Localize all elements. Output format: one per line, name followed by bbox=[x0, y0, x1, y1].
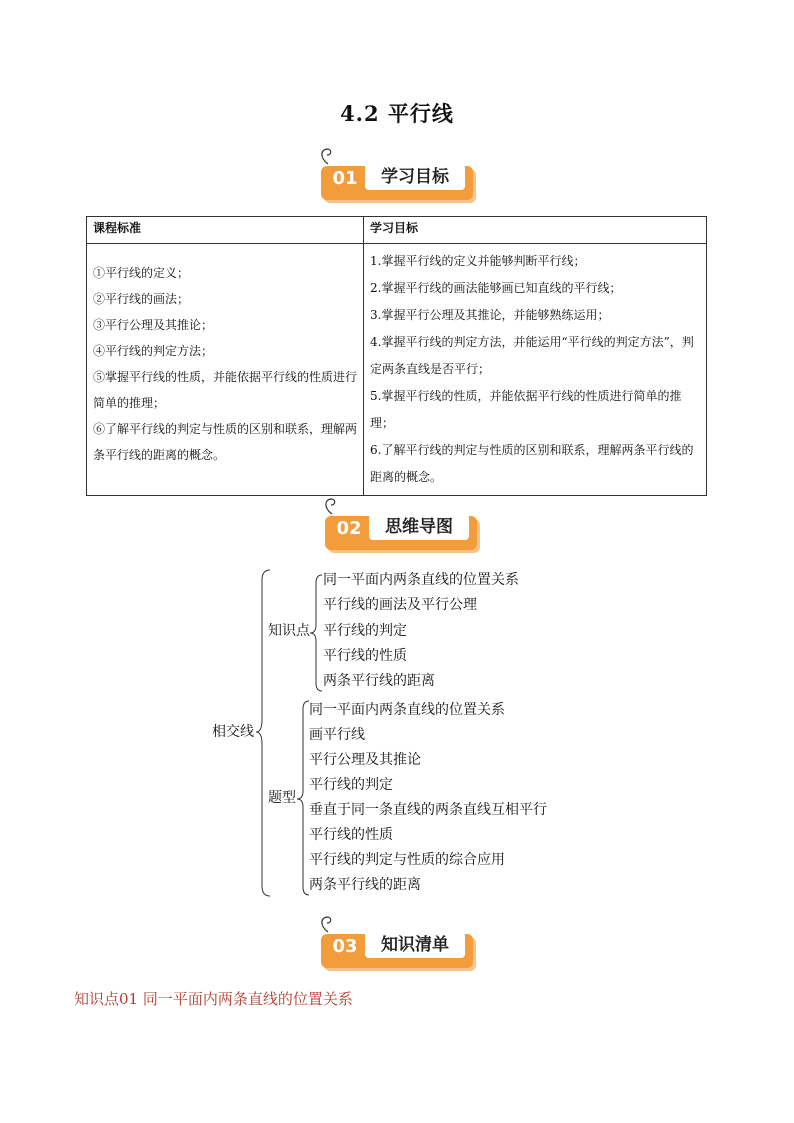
curl-ornament-icon bbox=[318, 914, 338, 934]
curl-ornament-icon bbox=[322, 496, 342, 516]
mindmap-root: 相交线 bbox=[212, 724, 254, 740]
standards-cell bbox=[87, 244, 364, 496]
question-item: 两条平行线的距离 bbox=[309, 877, 421, 893]
standard-item: ①平行线的定义； bbox=[93, 266, 190, 280]
mindmap-questions-label: 题型 bbox=[268, 790, 296, 806]
question-item: 平行线的判定与性质的综合应用 bbox=[309, 852, 505, 868]
standard-item: ⑥了解平行线的判定与性质的区别和联系，理解两条平行线的距离的概念。 bbox=[93, 422, 358, 462]
standard-item: ③平行公理及其推论； bbox=[93, 318, 214, 332]
section-number: 03 bbox=[332, 936, 358, 957]
objectives-cell bbox=[364, 244, 707, 496]
page-title: 4.2 平行线 bbox=[340, 101, 454, 126]
section-label: 学习目标 bbox=[365, 164, 465, 190]
section-label: 知识清单 bbox=[365, 932, 465, 958]
knowledge-item: 平行线的性质 bbox=[323, 648, 407, 664]
section-banner-mindmap bbox=[325, 510, 485, 548]
root-brace bbox=[256, 568, 276, 900]
knowledge-point-heading: 知识点01 同一平面内两条直线的位置关系 bbox=[74, 990, 353, 1008]
section-label: 思维导图 bbox=[369, 514, 469, 540]
section-banner-objectives bbox=[321, 160, 481, 198]
objective-item: 2.掌握平行线的画法能够画已知直线的平行线； bbox=[370, 281, 622, 295]
objective-item: 5.掌握平行线的性质，并能依据平行线的性质进行简单的推理； bbox=[370, 389, 682, 430]
standard-item: ④平行线的判定方法； bbox=[93, 344, 214, 358]
standards-table bbox=[86, 216, 707, 496]
section-number: 01 bbox=[332, 168, 358, 189]
table-header-objectives: 学习目标 bbox=[364, 217, 707, 244]
mindmap-knowledge-label: 知识点 bbox=[268, 623, 310, 639]
question-item: 同一平面内两条直线的位置关系 bbox=[309, 702, 505, 718]
standard-item: ②平行线的画法； bbox=[93, 292, 190, 306]
standard-item: ⑤掌握平行线的性质，并能依据平行线的性质进行简单的推理； bbox=[93, 370, 358, 410]
objective-item: 6.了解平行线的判定与性质的区别和联系，理解两条平行线的距离的概念。 bbox=[370, 443, 694, 484]
objective-item: 4.掌握平行线的判定方法，并能运用“平行线的判定方法”，判定两条直线是否平行； bbox=[370, 335, 694, 376]
question-item: 平行线的判定 bbox=[309, 777, 393, 793]
question-item: 画平行线 bbox=[309, 727, 365, 743]
objective-item: 3.掌握平行公理及其推论，并能够熟练运用； bbox=[370, 308, 610, 322]
knowledge-item: 平行线的画法及平行公理 bbox=[323, 597, 477, 613]
table-header-standards: 课程标准 bbox=[87, 217, 364, 244]
question-item: 垂直于同一条直线的两条直线互相平行 bbox=[309, 802, 547, 818]
question-item: 平行公理及其推论 bbox=[309, 752, 421, 768]
question-item: 平行线的性质 bbox=[309, 827, 393, 843]
knowledge-item: 两条平行线的距离 bbox=[323, 673, 435, 689]
knowledge-item: 平行线的判定 bbox=[323, 623, 407, 639]
section-number: 02 bbox=[336, 518, 362, 539]
knowledge-item: 同一平面内两条直线的位置关系 bbox=[323, 572, 519, 588]
objective-item: 1.掌握平行线的定义并能够判断平行线； bbox=[370, 254, 586, 268]
section-banner-knowledge bbox=[321, 928, 481, 966]
curl-ornament-icon bbox=[318, 146, 338, 166]
